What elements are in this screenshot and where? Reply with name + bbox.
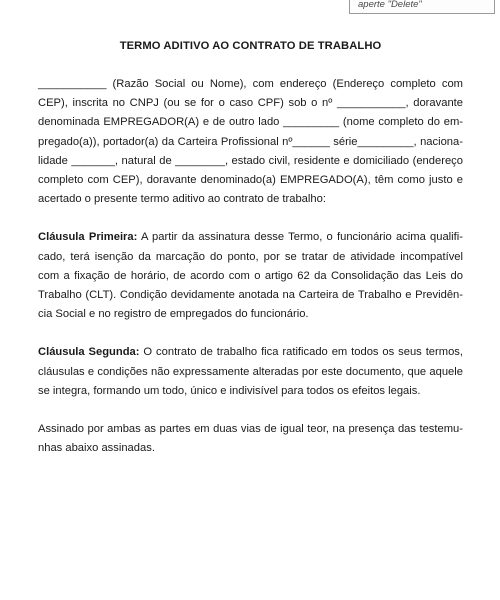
document-title: TERMO ADITIVO AO CONTRATO DE TRABALHO xyxy=(119,40,382,52)
clause-first-paragraph xyxy=(38,228,463,324)
clause-first-text: A partir da assinatura desse Termo, o funcionário acima qualificado, terá isenção da marcação do ponto, por se tratar de atividade incompatível com a fixação de horário, de acordo com o artigo 62 da Consolidação das Leis do Trabalho (CLT). Condição devidamente anotada na Carteira de Trabalho e Previdência Social e no registro de empregados do funcionário. xyxy=(38,231,463,321)
delete-hint-text: aperte "Delete" xyxy=(358,0,422,10)
clause-second-text: O contrato de trabalho fica ratificado em todos os seus termos, cláusulas e condições não expressamente alteradas por este documento, que aquele se integra, formando um todo, único e indivisível para todos os efeitos legais. xyxy=(38,346,463,397)
clause-first-heading: Cláusula Primeira: xyxy=(38,231,138,244)
clause-second-heading: Cláusula Segunda: xyxy=(38,346,140,359)
clause-second-paragraph xyxy=(38,343,463,401)
delete-hint-note xyxy=(349,0,495,14)
closing-paragraph: Assinado por ambas as partes em duas vias de igual teor, na presença das testemunhas abaixo assinadas. xyxy=(38,423,463,455)
document-body xyxy=(38,39,463,477)
intro-paragraph: ___________ (Razão Social ou Nome), com endereço (Endereço completo com CEP), inscrita no CNPJ (ou se for o caso CPF) sob o nº ___________, doravante denominada EMPREGADOR(A) e de outro lado _________ (nome completo do empregado(a)), portador(a) da Carteira Profissional nº______ série_________, nacionalidade _______, natural de ________, estado civil, residente e domiciliado (endereço completo com CEP), doravante denominado(a) EMPREGADO(A), têm como justo e acertado o presente termo aditivo ao contrato de trabalho: xyxy=(38,78,463,206)
